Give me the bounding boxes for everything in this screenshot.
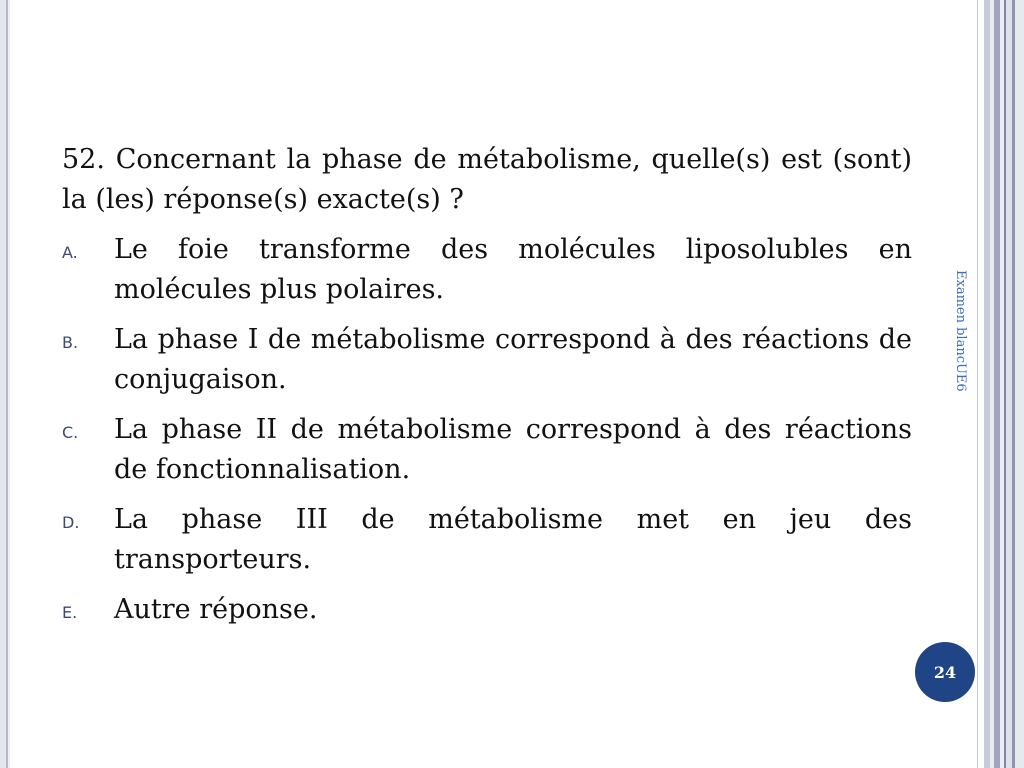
slide-content xyxy=(62,140,912,640)
option-text: La phase III de métabolisme met en jeu des transporteurs. xyxy=(114,504,912,575)
page-number-badge xyxy=(915,642,975,702)
question-text: 52. Concernant la phase de métabolisme, quelle(s) est (sont) la (les) réponse(s) exacte(s) ? xyxy=(62,144,912,215)
page-number: 24 xyxy=(933,662,957,682)
side-footer-label: Examen blancUE6 xyxy=(953,270,968,392)
option-a xyxy=(62,230,912,310)
option-letter: A. xyxy=(62,243,78,262)
option-letter: E. xyxy=(62,603,78,622)
option-letter: D. xyxy=(62,513,80,532)
option-e xyxy=(62,590,912,630)
option-text: Autre réponse. xyxy=(114,594,318,625)
left-border-highlight xyxy=(8,0,10,768)
option-text: La phase I de métabolisme correspond à des réactions de conjugaison. xyxy=(114,324,912,395)
right-stripe xyxy=(977,0,978,768)
option-d xyxy=(62,500,912,580)
option-b xyxy=(62,320,912,400)
option-text: La phase II de métabolisme correspond à des réactions de fonctionnalisation. xyxy=(114,414,912,485)
option-letter: B. xyxy=(62,333,79,352)
option-c xyxy=(62,410,912,490)
right-stripe xyxy=(1015,0,1024,768)
option-letter: C. xyxy=(62,423,79,442)
option-text: Le foie transforme des molécules liposolubles en molécules plus polaires. xyxy=(114,234,912,305)
